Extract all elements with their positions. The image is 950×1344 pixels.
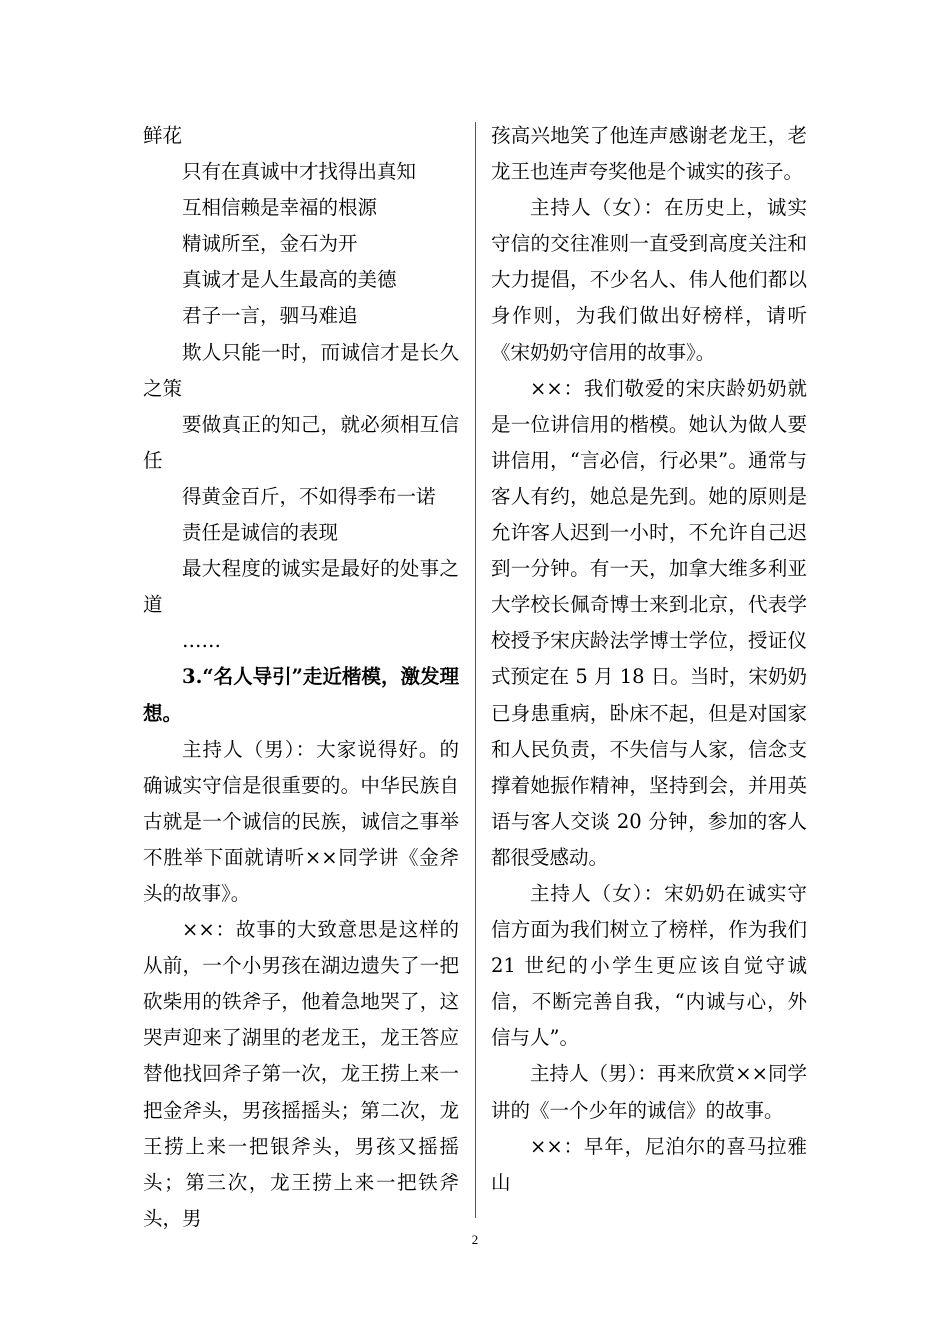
paragraph: 主持人（男）：再来欣赏××同学讲的《一个少年的诚信》的故事。: [491, 1062, 807, 1122]
left-column: [143, 118, 459, 1237]
paragraph: 主持人（女）：宋奶奶在诚实守信方面为我们树立了榜样，作为我们 21 世纪的小学生更应该自觉守诚信，不断完善自我，“内诚与心，外信与人”。: [491, 881, 807, 1050]
paragraph: 责任是诚信的表现: [182, 521, 339, 545]
paragraph: 欺人只能一时，而诚信才是长久之策: [143, 340, 459, 400]
right-column: [491, 118, 807, 1201]
paragraph: 君子一言，驷马难追: [182, 304, 358, 328]
paragraph: 最大程度的诚实是最好的处事之道: [143, 557, 459, 617]
paragraph: ××：我们敬爱的宋庆龄奶奶就是一位讲信用的楷模。她认为做人要讲信用，“言必信，行必果”。通常与客人有约，她总是先到。她的原则是允许客人迟到一小时，不允许自己迟到一分钟。有一天，加拿大维多利亚大学校长佩奇博士来到北京，代表学校授予宋庆龄法学博士学位，授证仪式预定在 5 月 18 日。当时，宋奶奶已身患重病，卧床不起，但是对国家和人民负责，不失信与人家，信念支撑着她振作精神，坚持到会，并用英语与客人交谈 20 分钟，参加的客人都很受感动。: [491, 376, 807, 869]
paragraph: ××：故事的大致意思是这样的从前，一个小男孩在湖边遗失了一把砍柴用的铁斧子，他着急地哭了，这哭声迎来了湖里的老龙王，龙王答应替他找回斧子第一次，龙王捞上来一把金斧头，男孩摇摇头；第二次，龙王捞上来一把银斧头，男孩又摇摇头；第三次，龙王捞上来一把铁斧头，男: [143, 918, 459, 1230]
paragraph: 主持人（男）：大家说得好。的确诚实守信是很重要的。中华民族自古就是一个诚信的民族，诚信之事举不胜举下面就请听××同学讲《金斧头的故事》。: [143, 737, 459, 905]
paragraph: 精诚所至，金石为开: [182, 232, 358, 256]
paragraph: 要做真正的知己，就必须相互信任: [143, 412, 459, 472]
column-divider: [475, 122, 476, 1218]
page-number: 2: [471, 1232, 479, 1247]
paragraph: 鲜花: [143, 124, 183, 147]
section-heading: 3.“名人导引”走近楷模，激发理想。: [143, 665, 459, 725]
paragraph: ××：早年，尼泊尔的喜马拉雅山: [491, 1134, 807, 1194]
paragraph: 孩高兴地笑了他连声感谢老龙王，老龙王也连声夸奖他是个诚实的孩子。: [491, 124, 807, 184]
paragraph: 只有在真诚中才找得出真知: [182, 160, 417, 184]
paragraph: ……: [182, 629, 221, 653]
paragraph: 得黄金百斤，不如得季布一诺: [182, 484, 436, 508]
paragraph: 主持人（女）：在历史上，诚实守信的交往准则一直受到高度关注和大力提倡，不少名人、伟人他们都以身作则，为我们做出好榜样，请听《宋奶奶守信用的故事》。: [491, 196, 807, 364]
paragraph: 互相信赖是幸福的根源: [182, 196, 378, 220]
paragraph: 真诚才是人生最高的美德: [182, 268, 397, 292]
